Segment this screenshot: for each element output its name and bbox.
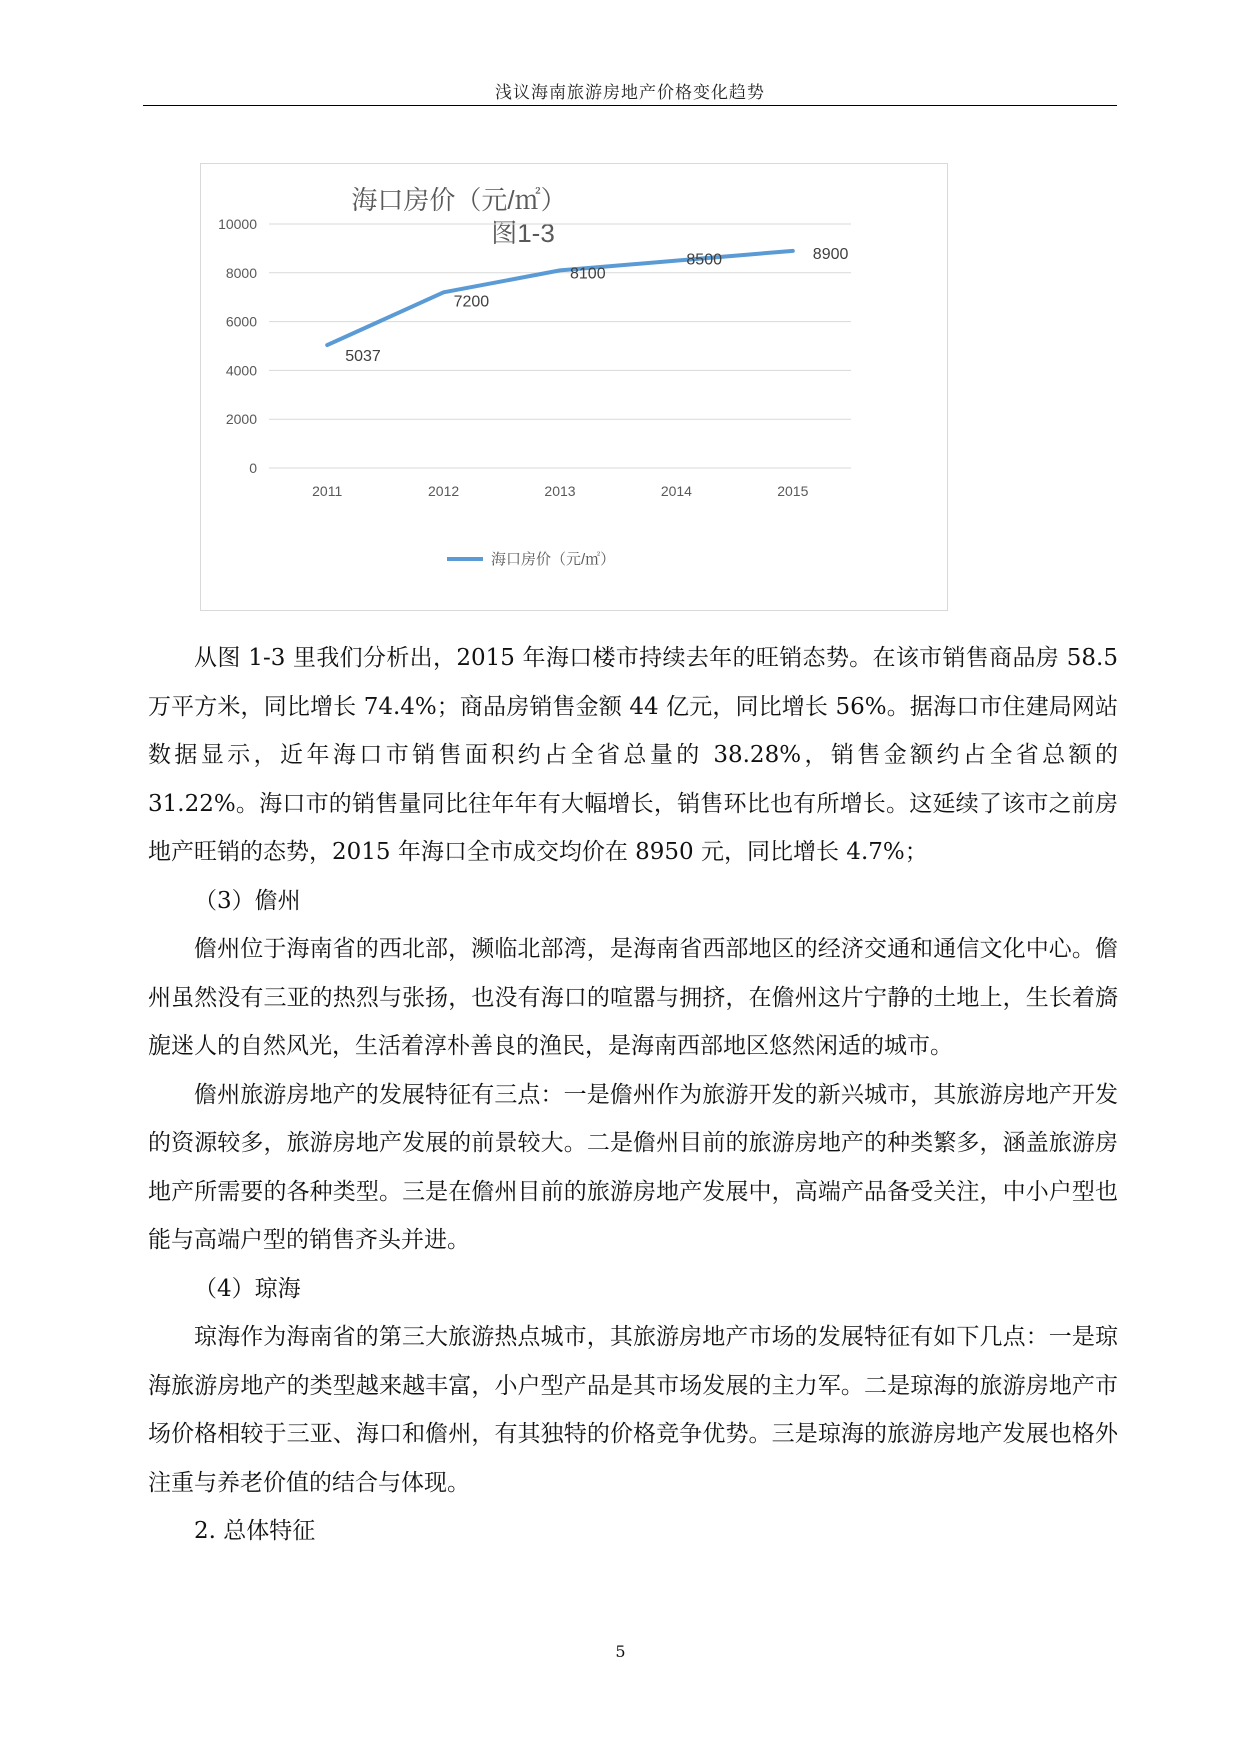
running-header: 浅议海南旅游房地产价格变化趋势	[495, 83, 765, 103]
x-tick-label: 2011	[312, 483, 343, 499]
body-text	[148, 634, 1118, 1556]
x-tick-label: 2014	[660, 483, 692, 499]
y-tick-label: 6000	[225, 313, 257, 330]
data-label: 5037	[345, 348, 381, 366]
paragraph-haikou-analysis: 从图 1-3 里我们分析出，2015 年海口楼市持续去年的旺销态势。在该市销售商品房 58.5 万平方米，同比增长 74.4%；商品房销售金额 44 亿元，同比增长 56%。据海口市住建局网站数据显示，近年海口市销售面积约占全省总量的 38.28%，销售金额约占全省总额的 31.22%。海口市的销售量同比往年年有大幅增长，销售环比也有所增长。这延续了该市之前房地产旺销的态势，2015 年海口全市成交均价在 8950 元，同比增长 4.7%；	[148, 645, 1118, 865]
data-label: 8500	[686, 251, 722, 269]
section-heading-danzhou: （3）儋州	[194, 887, 301, 914]
page-number: 5	[615, 1642, 626, 1661]
paragraph-qionghai-features: 琼海作为海南省的第三大旅游热点城市，其旅游房地产市场的发展特征有如下几点：一是琼海旅游房地产的类型越来越丰富，小户型产品是其市场发展的主力军。二是琼海的旅游房地产市场价格相较于三亚、海口和儋州，有其独特的价格竞争优势。三是琼海的旅游房地产发展也格外注重与养老价值的结合与体现。	[148, 1324, 1118, 1496]
header-rule	[143, 105, 1117, 106]
x-tick-label: 2012	[428, 483, 460, 499]
y-tick-label: 0	[249, 460, 257, 476]
chart-subtitle: 图1-3	[491, 218, 555, 248]
series-line	[327, 251, 793, 345]
y-tick-label: 4000	[225, 362, 257, 379]
chart-title: 海口房价（元/㎡）	[351, 185, 567, 215]
legend-label: 海口房价（元/㎡）	[491, 551, 616, 568]
chart-frame	[200, 163, 948, 611]
x-tick-label: 2013	[544, 483, 576, 499]
data-label: 7200	[453, 293, 490, 311]
section-heading-qionghai: （4）琼海	[194, 1275, 301, 1302]
data-label: 8900	[812, 245, 849, 263]
y-tick-label: 8000	[225, 264, 257, 281]
y-tick-label: 10000	[218, 216, 257, 232]
paragraph-danzhou-features: 儋州旅游房地产的发展特征有三点：一是儋州作为旅游开发的新兴城市，其旅游房地产开发的资源较多，旅游房地产发展的前景较大。二是儋州目前的旅游房地产的种类繁多，涵盖旅游房地产所需要的各种类型。三是在儋州目前的旅游房地产发展中，高端产品备受关注，中小户型也能与高端户型的销售齐头并进。	[148, 1081, 1118, 1253]
section-heading-overall: 2. 总体特征	[194, 1518, 316, 1544]
x-tick-label: 2015	[777, 483, 809, 499]
data-label: 8100	[570, 265, 606, 283]
paragraph-danzhou-intro: 儋州位于海南省的西北部，濒临北部湾，是海南省西部地区的经济交通和通信文化中心。儋州虽然没有三亚的热烈与张扬，也没有海口的喧嚣与拥挤，在儋州这片宁静的土地上，生长着旖旎迷人的自然风光，生活着淳朴善良的渔民，是海南西部地区悠然闲适的城市。	[148, 936, 1118, 1059]
y-tick-label: 2000	[225, 411, 257, 428]
line-chart	[201, 164, 947, 610]
